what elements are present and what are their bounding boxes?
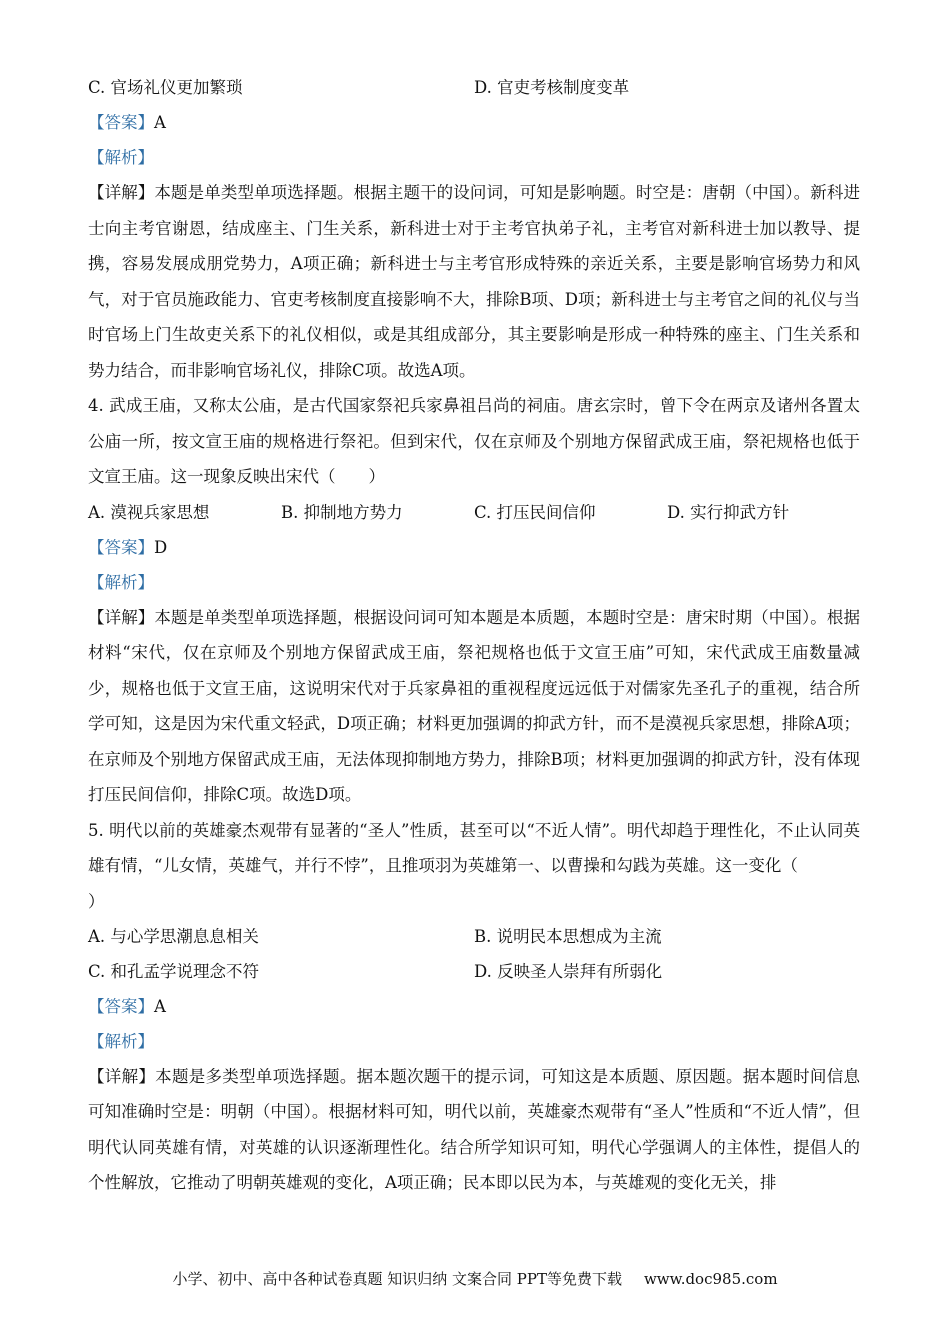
q5-stem: 5. 明代以前的英雄豪杰观带有显著的“圣人”性质，甚至可以“不近人情”。明代却趋于理性化，不止认同英雄有情，“儿女情，英雄气，并行不悖”，且推项羽为英雄第一、以曹操和勾践为英雄。这一变化（ — [88, 820, 860, 875]
q4-detail — [88, 600, 860, 813]
q5-answer — [88, 989, 860, 1024]
q5-options-cd — [88, 954, 860, 989]
q4-analysis-heading — [88, 565, 860, 600]
footer-url[interactable]: www.doc985.com — [643, 1270, 778, 1288]
q5-analysis-heading — [88, 1024, 860, 1059]
detail-label: 【详解】 — [88, 607, 155, 627]
answer-label: 【答案】 — [88, 996, 154, 1016]
q4-option-c[interactable]: C. 打压民间信仰 — [474, 502, 596, 522]
q5-option-d[interactable]: D. 反映圣人崇拜有所弱化 — [474, 961, 663, 981]
q5-options-ab — [88, 919, 860, 954]
footer-text: 小学、初中、高中各种试卷真题 知识归纳 文案合同 PPT等免费下载 — [172, 1270, 622, 1288]
detail-label: 【详解】 — [88, 183, 155, 202]
q3-analysis-heading — [88, 140, 860, 175]
q4-options — [88, 495, 860, 530]
q4-option-a[interactable]: A. 漠视兵家思想 — [88, 502, 210, 522]
analysis-label: 【解析】 — [88, 148, 154, 167]
analysis-label: 【解析】 — [88, 1031, 154, 1051]
q4-option-b[interactable]: B. 抑制地方势力 — [281, 502, 403, 522]
q5-stem-close: ） — [88, 891, 105, 911]
detail-text: 本题是多类型单项选择题。据本题次题干的提示词，可知这是本质题、原因题。据本题时间信息可知准确时空是：明朝（中国）。根据材料可知，明代以前，英雄豪杰观带有“圣人”性质和“不近人情”，但明代认同英雄有情，对英雄的认识逐渐理性化。结合所学知识可知，明代心学强调人的主体性，提倡人的个性解放，它推动了明朝英雄观的变化，A项正确；民本即以民为本，与英雄观的变化无关，排 — [88, 1066, 861, 1192]
answer-value: A — [154, 996, 166, 1016]
q4-option-d[interactable]: D. 实行抑武方针 — [667, 502, 790, 522]
detail-text: 本题是单类型单项选择题。根据主题干的设问词，可知是影响题。时空是：唐朝（中国）。新科进士向主考官谢恩，结成座主、门生关系，新科进士对于主考官执弟子礼，主考官对新科进士加以教导、提携，容易发展成朋党势力，A项正确；新科进士与主考官形成特殊的亲近关系，主要是影响官场势力和风气，对于官员施政能力、官吏考核制度直接影响不大，排除B项、D项；新科进士与主考官之间的礼仪与当时官场上门生故吏关系下的礼仪相似，或是其组成部分，其主要影响是形成一种特殊的座主、门生关系和势力结合，而非影响官场礼仪，排除C项。故选A项。 — [88, 183, 861, 380]
q5-option-c[interactable]: C. 和孔孟学说理念不符 — [88, 961, 260, 981]
q5-detail — [88, 1059, 860, 1201]
q3-detail — [88, 175, 860, 388]
page-footer — [0, 1264, 950, 1294]
answer-label: 【答案】 — [88, 537, 154, 557]
q3-option-c[interactable]: C. 官场礼仪更加繁琐 — [88, 78, 243, 97]
q3-options-cd — [88, 70, 860, 105]
analysis-label: 【解析】 — [88, 572, 154, 592]
document-page — [88, 70, 860, 1201]
answer-label: 【答案】 — [88, 113, 154, 132]
q3-option-d[interactable]: D. 官吏考核制度变革 — [474, 78, 630, 97]
answer-value: D — [154, 537, 168, 557]
detail-label: 【详解】 — [88, 1066, 156, 1086]
q5-option-b[interactable]: B. 说明民本思想成为主流 — [474, 926, 662, 946]
q3-answer — [88, 105, 860, 140]
q5-option-a[interactable]: A. 与心学思潮息息相关 — [88, 926, 259, 946]
answer-value: A — [154, 113, 166, 132]
q4-stem: 4. 武成王庙，又称太公庙，是古代国家祭祀兵家鼻祖吕尚的祠庙。唐玄宗时，曾下令在两京及诸州各置太公庙一所，按文宣王庙的规格进行祭祀。但到宋代，仅在京师及个别地方保留武成王庙，祭祀规格也低于文宣王庙。这一现象反映出宋代（ ） — [88, 396, 860, 486]
q4-answer — [88, 530, 860, 565]
detail-text: 本题是单类型单项选择题，根据设问词可知本题是本质题，本题时空是：唐宋时期（中国）。根据材料“宋代，仅在京师及个别地方保留武成王庙，祭祀规格也低于文宣王庙”可知，宋代武成王庙数量减少，规格也低于文宣王庙，这说明宋代对于兵家鼻祖的重视程度远远低于对儒家先圣孔子的重视，结合所学可知，这是因为宋代重文轻武，D项正确；材料更加强调的抑武方针，而不是漠视兵家思想，排除A项；在京师及个别地方保留武成王庙，无法体现抑制地方势力，排除B项；材料更加强调的抑武方针，没有体现打压民间信仰，排除C项。故选D项。 — [88, 607, 861, 804]
